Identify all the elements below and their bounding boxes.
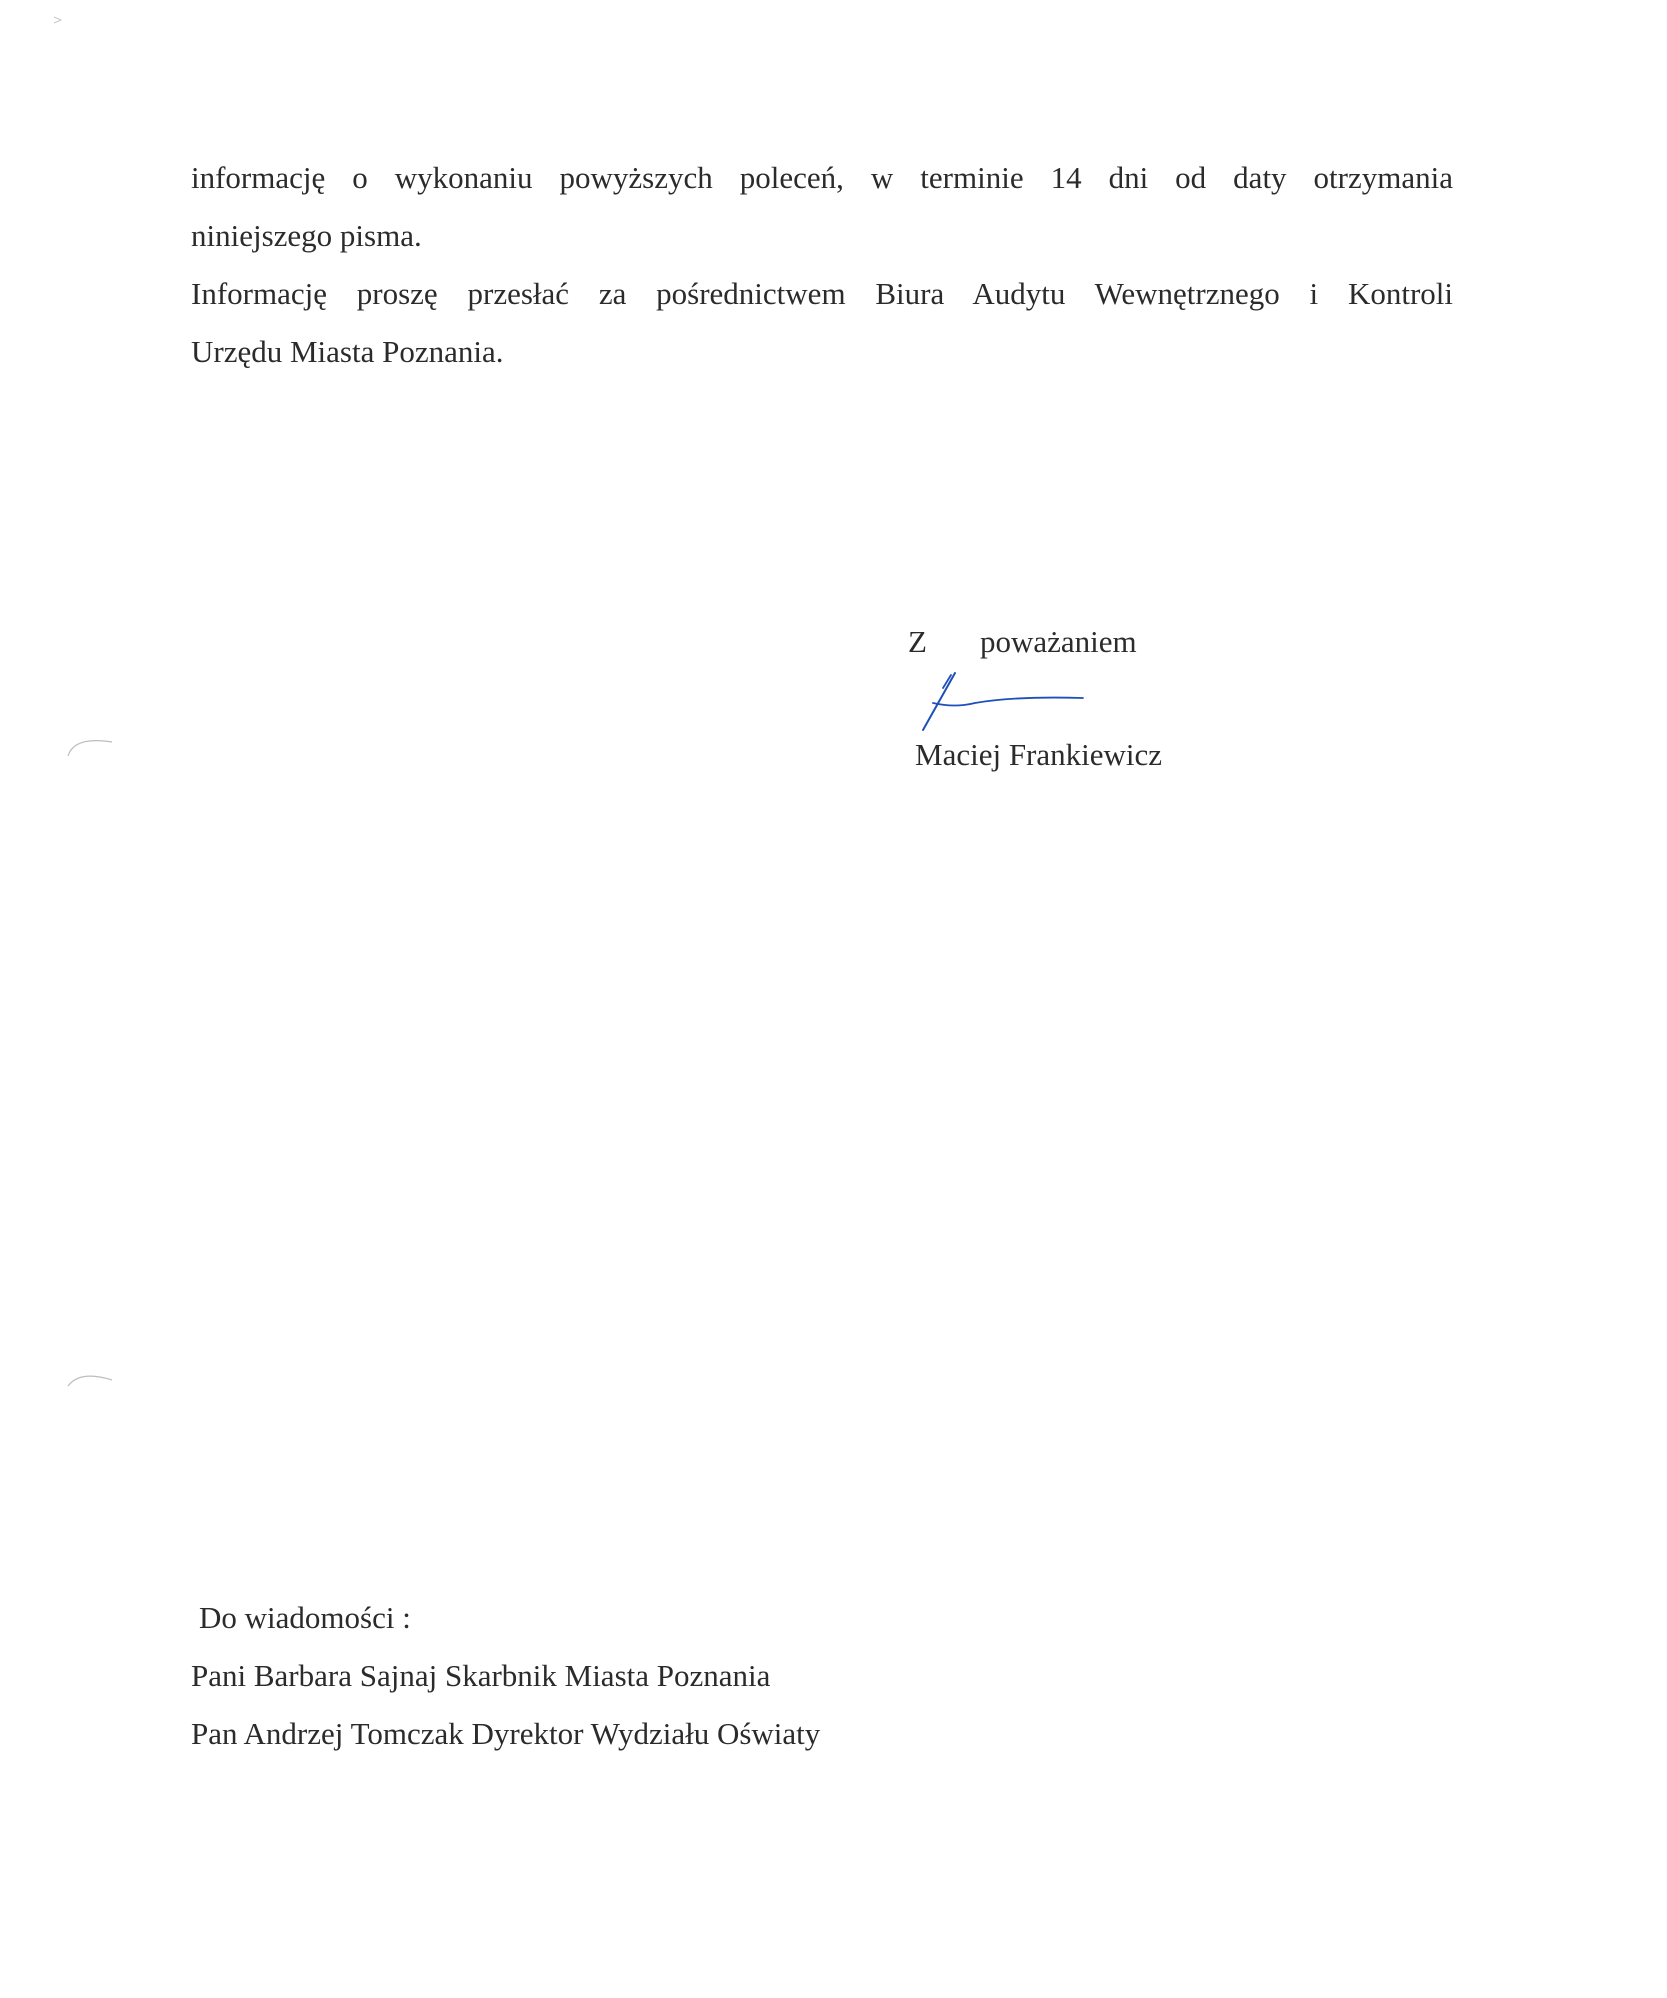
- body-paragraph1-line1: informację o wykonaniu powyższych poleceń, w terminie 14 dni od daty otrzymania: [191, 160, 1453, 195]
- cc-heading: Do wiadomości :: [199, 1600, 411, 1635]
- closing-salutation: poważaniem: [980, 624, 1137, 659]
- punch-hole-mark-upper: [66, 730, 116, 760]
- cc-recipient-2: Pan Andrzej Tomczak Dyrektor Wydziału Oświaty: [191, 1716, 821, 1751]
- cc-recipient-1: Pani Barbara Sajnaj Skarbnik Miasta Poznania: [191, 1658, 771, 1693]
- signatory-name: Maciej Frankiewicz: [915, 737, 1163, 772]
- punch-hole-mark-lower: [66, 1364, 116, 1394]
- closing-z: Z: [908, 624, 927, 659]
- scan-mark-top-left: [52, 14, 64, 26]
- body-paragraph2-line2: Urzędu Miasta Poznania.: [191, 334, 504, 369]
- body-paragraph2-line1: Informację proszę przesłać za pośrednictwem Biura Audytu Wewnętrznego i Kontroli: [191, 276, 1453, 311]
- body-paragraph1-line2: niniejszego pisma.: [191, 218, 422, 253]
